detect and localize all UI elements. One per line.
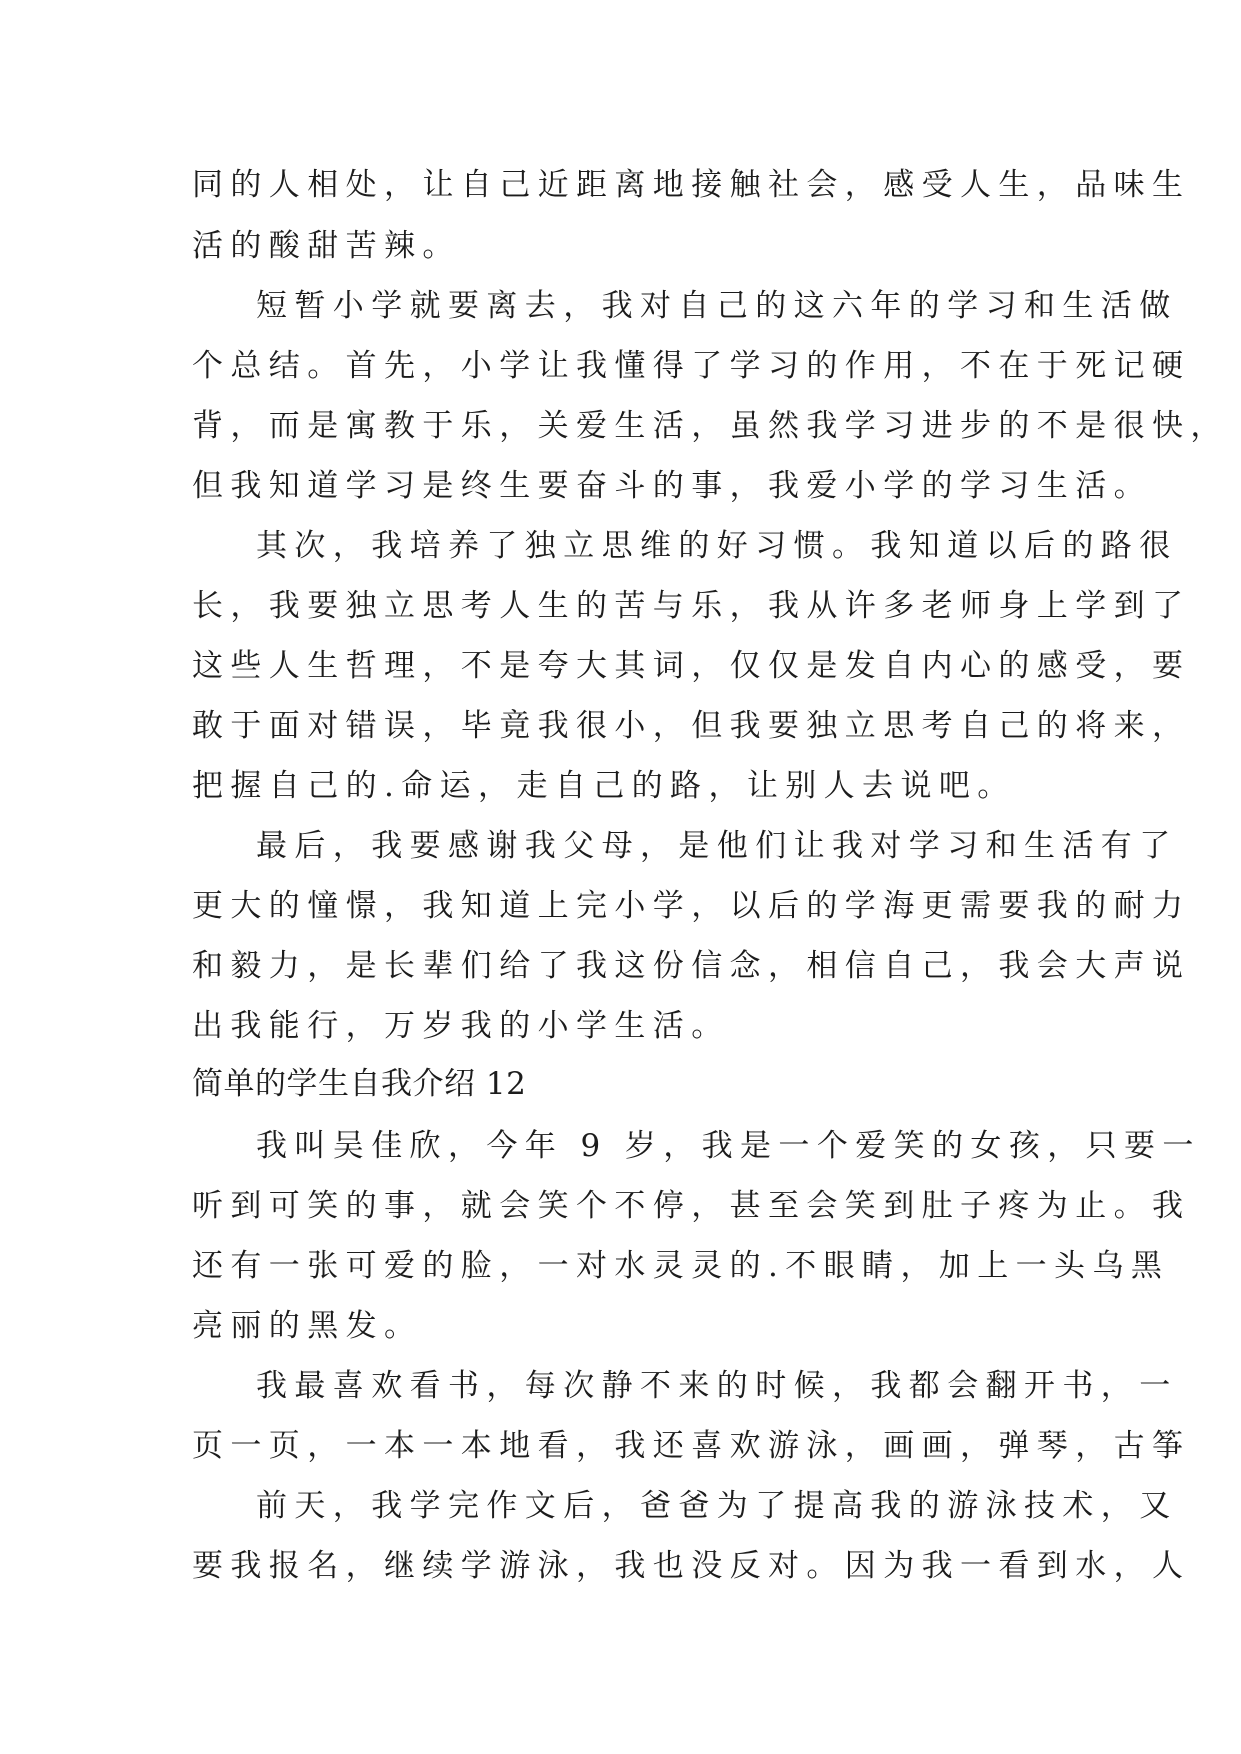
- text-line: 要我报名，继续学游泳，我也没反对。因为我一看到水，人: [192, 1548, 1191, 1584]
- text-line: 活的酸甜苦辣。: [192, 228, 461, 264]
- text-line: 个总结。首先，小学让我懂得了学习的作用，不在于死记硬: [192, 348, 1191, 384]
- text-line: 把握自己的.命运，走自己的路，让别人去说吧。: [192, 768, 1016, 804]
- text-line: 同的人相处，让自己近距离地接触社会，感受人生，品味生: [192, 167, 1191, 203]
- text-line: 页一页，一本一本地看，我还喜欢游泳，画画，弹琴，古筝: [192, 1428, 1191, 1464]
- text-line: 听到可笑的事，就会笑个不停，甚至会笑到肚子疼为止。我: [192, 1188, 1191, 1224]
- paragraph-first-line: 我叫吴佳欣，今年 9 岁，我是一个爱笑的女孩，只要一: [256, 1128, 1201, 1164]
- text-line: 更大的憧憬，我知道上完小学，以后的学海更需要我的耐力: [192, 888, 1191, 924]
- paragraph-first-line: 短暂小学就要离去，我对自己的这六年的学习和生活做: [256, 288, 1178, 324]
- section-heading: 简单的学生自我介绍 12: [192, 1066, 527, 1102]
- text-line: 这些人生哲理，不是夸大其词，仅仅是发自内心的感受，要: [192, 648, 1191, 684]
- text-line: 长，我要独立思考人生的苦与乐，我从许多老师身上学到了: [192, 588, 1191, 624]
- text-line: 和毅力，是长辈们给了我这份信念，相信自己，我会大声说: [192, 948, 1191, 984]
- text-line: 出我能行，万岁我的小学生活。: [192, 1008, 730, 1044]
- paragraph-first-line: 最后，我要感谢我父母，是他们让我对学习和生活有了: [256, 828, 1178, 864]
- text-line: 但我知道学习是终生要奋斗的事，我爱小学的学习生活。: [192, 468, 1152, 504]
- text-line: 还有一张可爱的脸，一对水灵灵的.不眼睛，加上一头乌黑: [192, 1248, 1170, 1284]
- text-line: 敢于面对错误，毕竟我很小，但我要独立思考自己的将来，: [192, 708, 1191, 744]
- paragraph-first-line: 前天，我学完作文后，爸爸为了提高我的游泳技术，又: [256, 1488, 1178, 1524]
- text-line: 背，而是寓教于乐，关爱生活，虽然我学习进步的不是很快，: [192, 408, 1229, 444]
- text-line: 亮丽的黑发。: [192, 1308, 423, 1344]
- paragraph-first-line: 我最喜欢看书，每次静不来的时候，我都会翻开书，一: [256, 1368, 1178, 1404]
- paragraph-first-line: 其次，我培养了独立思维的好习惯。我知道以后的路很: [256, 528, 1178, 564]
